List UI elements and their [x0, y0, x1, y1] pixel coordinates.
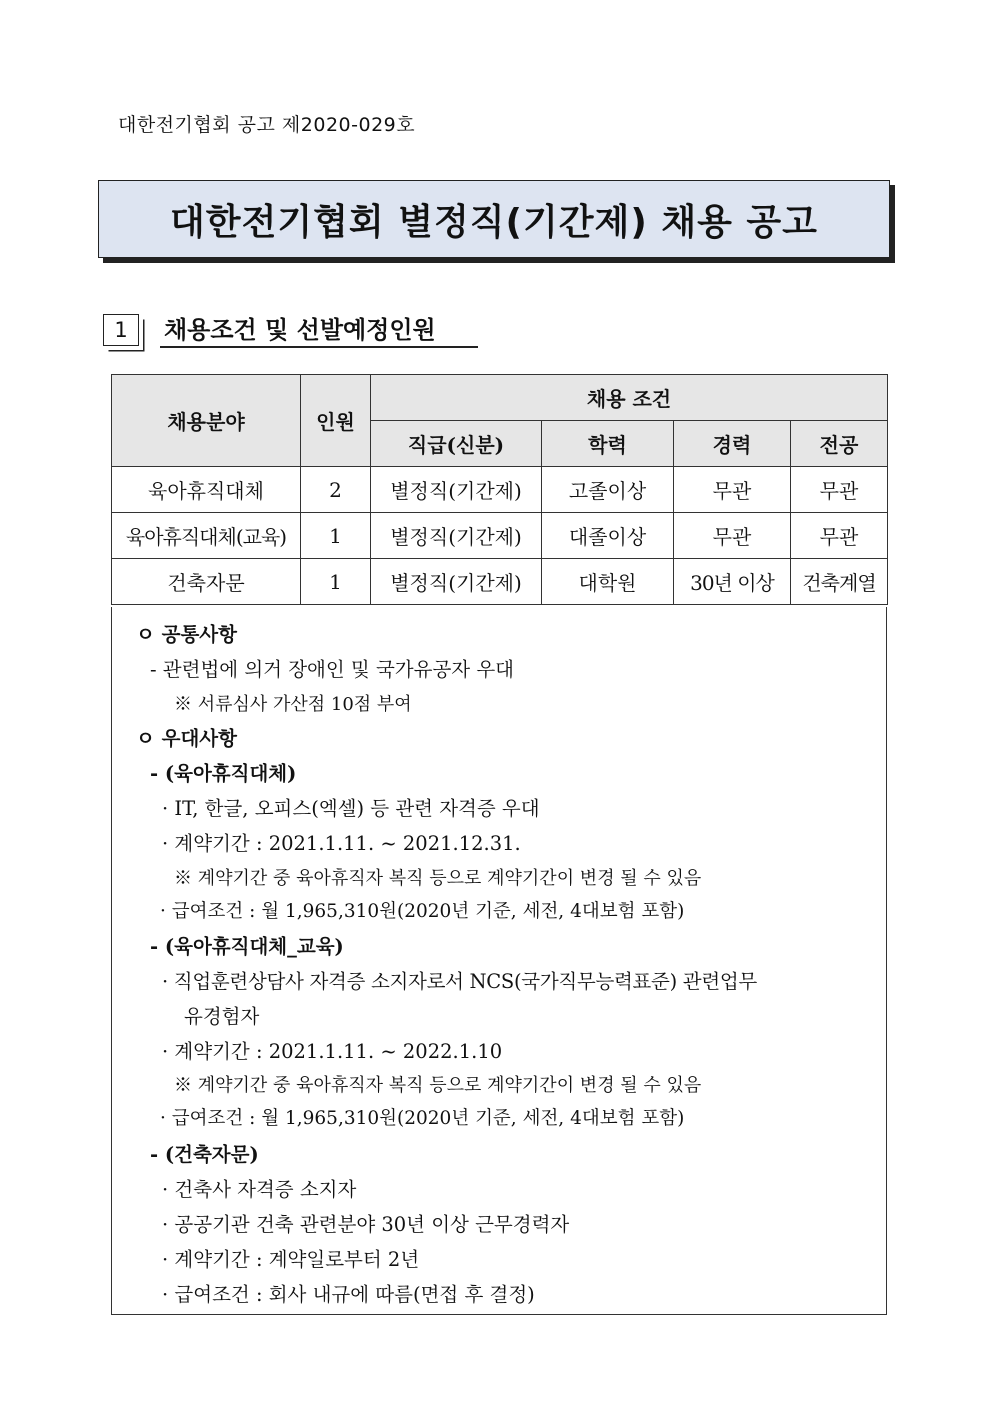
list-item: · 계약기간 : 계약일로부터 2년 — [162, 1248, 420, 1271]
header-conditions: 채용 조건 — [371, 375, 888, 421]
section-number-box: 1 — [103, 314, 139, 346]
cell-education: 대학원 — [542, 559, 674, 605]
cell-grade: 별정직(기간제) — [371, 559, 542, 605]
list-item: · IT, 한글, 오피스(엑셀) 등 관련 자격증 우대 — [162, 797, 540, 820]
note-item: ※ 계약기간 중 육아휴직자 복직 등으로 계약기간이 변경 될 수 있음 — [174, 1075, 702, 1096]
cell-field: 건축자문 — [112, 559, 301, 605]
cell-grade: 별정직(기간제) — [371, 513, 542, 559]
cell-count: 2 — [301, 467, 371, 513]
list-item: · 계약기간 : 2021.1.11. ~ 2022.1.10 — [162, 1040, 503, 1063]
list-item-continued: 유경험자 — [184, 1005, 260, 1028]
table-row — [112, 513, 888, 559]
list-item: · 직업훈련상담사 자격증 소지자로서 NCS(국가직무능력표준) 관련업무 — [162, 970, 757, 993]
common-note: ※ 서류심사 가산점 10점 부여 — [174, 694, 412, 715]
header-major: 전공 — [791, 421, 888, 467]
cell-count: 1 — [301, 559, 371, 605]
sub-heading-education: - (육아휴직대체_교육) — [150, 935, 344, 958]
sub-heading-childcare: - (육아휴직대체) — [150, 762, 297, 785]
common-heading: ㅇ 공통사항 — [136, 623, 237, 646]
cell-field: 육아휴직대체(교육) — [112, 513, 301, 559]
section-title: 채용조건 및 선발예정인원 — [160, 312, 478, 348]
preference-heading: ㅇ 우대사항 — [136, 727, 237, 750]
cell-experience: 30년 이상 — [674, 559, 791, 605]
table-row — [112, 467, 888, 513]
list-item: · 급여조건 : 회사 내규에 따름(면접 후 결정) — [162, 1283, 535, 1306]
cell-field: 육아휴직대체 — [112, 467, 301, 513]
note-item: ※ 계약기간 중 육아휴직자 복직 등으로 계약기간이 변경 될 수 있음 — [174, 868, 702, 889]
list-item: · 건축사 자격증 소지자 — [162, 1178, 357, 1201]
list-item: · 급여조건 : 월 1,965,310원(2020년 기준, 세전, 4대보험 포함) — [160, 901, 685, 922]
header-education: 학력 — [542, 421, 674, 467]
sub-heading-architecture: - (건축자문) — [150, 1143, 259, 1166]
notes-box — [111, 607, 887, 1315]
cell-experience: 무관 — [674, 467, 791, 513]
cell-education: 대졸이상 — [542, 513, 674, 559]
cell-grade: 별정직(기간제) — [371, 467, 542, 513]
cell-count: 1 — [301, 513, 371, 559]
table-row — [112, 559, 888, 605]
cell-major: 무관 — [791, 513, 888, 559]
cell-experience: 무관 — [674, 513, 791, 559]
list-item: · 급여조건 : 월 1,965,310원(2020년 기준, 세전, 4대보험 포함) — [160, 1108, 685, 1129]
header-field: 채용분야 — [112, 375, 301, 467]
page-title: 대한전기협회 별정직(기간제) 채용 공고 — [170, 201, 818, 243]
title-box — [98, 180, 890, 258]
notice-number: 대한전기협회 공고 제2020-029호 — [118, 114, 416, 136]
list-item: · 공공기관 건축 관련분야 30년 이상 근무경력자 — [162, 1213, 570, 1236]
cell-major: 무관 — [791, 467, 888, 513]
header-grade: 직급(신분) — [371, 421, 542, 467]
common-item: - 관련법에 의거 장애인 및 국가유공자 우대 — [150, 658, 515, 681]
recruitment-table — [111, 374, 888, 605]
cell-education: 고졸이상 — [542, 467, 674, 513]
header-count: 인원 — [301, 375, 371, 467]
cell-major: 건축계열 — [791, 559, 888, 605]
list-item: · 계약기간 : 2021.1.11. ~ 2021.12.31. — [162, 832, 521, 855]
header-experience: 경력 — [674, 421, 791, 467]
